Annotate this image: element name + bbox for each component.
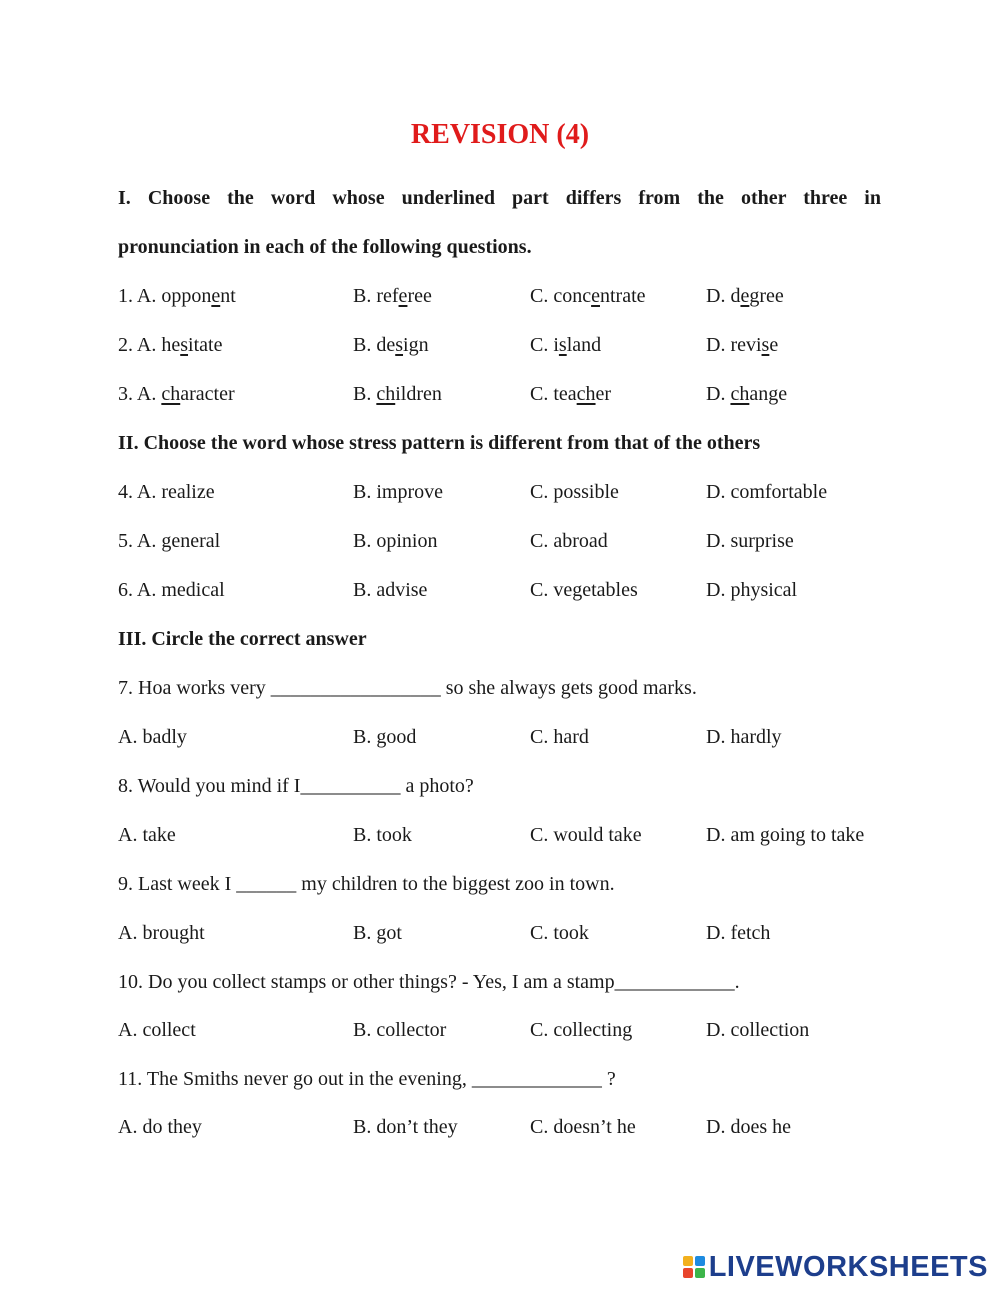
q10-option-c[interactable]: C. collecting (530, 1019, 633, 1041)
logo-square-4 (695, 1268, 705, 1278)
q3-b-pre: B. (353, 383, 377, 405)
section-3-heading: III. Circle the correct answer (118, 628, 367, 650)
q5-option-c[interactable]: C. abroad (530, 530, 608, 552)
q11-option-a[interactable]: A. do they (118, 1116, 202, 1138)
q3-d-post: ange (749, 383, 788, 405)
q1-b-underlined: e (398, 285, 408, 307)
logo-square-3 (683, 1268, 693, 1278)
q6-option-c[interactable]: C. vegetables (530, 579, 638, 601)
q3-d-pre: D. (706, 383, 731, 405)
section-1-heading-line2: pronunciation in each of the following questions. (118, 236, 532, 258)
q7-option-d[interactable]: D. hardly (706, 726, 782, 748)
logo-text: LIVEWORKSHEETS (708, 1251, 988, 1283)
q9-option-d[interactable]: D. fetch (706, 922, 771, 944)
q9-option-b[interactable]: B. got (353, 922, 402, 944)
q1-d-underlined: e (740, 285, 750, 307)
q6-option-b[interactable]: B. advise (353, 579, 428, 601)
q2-b-post: ign (403, 334, 429, 356)
q1-option-d[interactable] (706, 283, 784, 309)
q1-option-a[interactable] (118, 283, 236, 309)
q10-option-a[interactable]: A. collect (118, 1019, 196, 1041)
q3-b-underlined: ch (376, 383, 396, 405)
q2-d-post: e (769, 334, 779, 356)
q3-c-pre: C. tea (530, 383, 577, 405)
q1-a-pre: 1. A. oppon (118, 285, 212, 307)
q4-option-d[interactable]: D. comfortable (706, 481, 828, 503)
q9-option-c[interactable]: C. took (530, 922, 589, 944)
q8-option-d[interactable]: D. am going to take (706, 824, 865, 846)
q2-c-pre: C. i (530, 334, 559, 356)
q3-option-a[interactable] (118, 381, 235, 407)
q3-d-underlined: ch (730, 383, 750, 405)
q11-option-d[interactable]: D. does he (706, 1116, 791, 1138)
logo-mark-icon (683, 1256, 705, 1278)
q5-option-d[interactable]: D. surprise (706, 530, 794, 552)
q2-c-post: land (566, 334, 602, 356)
q1-b-pre: B. ref (353, 285, 399, 307)
q5-option-b[interactable]: B. opinion (353, 530, 438, 552)
q9-option-a[interactable]: A. brought (118, 922, 205, 944)
q8-option-c[interactable]: C. would take (530, 824, 642, 846)
logo-square-2 (695, 1256, 705, 1266)
q3-option-d[interactable] (706, 381, 787, 407)
q7-stem: 7. Hoa works very _________________ so she always gets good marks. (118, 677, 697, 699)
q1-option-b[interactable] (353, 283, 432, 309)
q3-a-underlined: ch (161, 383, 181, 405)
q8-option-b[interactable]: B. took (353, 824, 412, 846)
q3-c-post: er (595, 383, 612, 405)
q3-b-post: ildren (395, 383, 442, 405)
q10-stem: 10. Do you collect stamps or other things? - Yes, I am a stamp____________. (118, 971, 740, 993)
liveworksheets-logo[interactable] (683, 1252, 988, 1282)
q3-a-pre: 3. A. (118, 383, 162, 405)
q1-c-pre: C. conc (530, 285, 592, 307)
q2-d-pre: D. revi (706, 334, 762, 356)
q10-option-b[interactable]: B. collector (353, 1019, 447, 1041)
q6-option-d[interactable]: D. physical (706, 579, 798, 601)
q7-option-a[interactable]: A. badly (118, 726, 187, 748)
q3-option-c[interactable] (530, 381, 611, 407)
q10-option-d[interactable]: D. collection (706, 1019, 810, 1041)
q1-c-post: ntrate (599, 285, 646, 307)
q5-option-a[interactable]: 5. A. general (118, 530, 221, 552)
q4-option-a[interactable]: 4. A. realize (118, 481, 215, 503)
q2-c-underlined: s (558, 334, 567, 356)
q1-d-pre: D. d (706, 285, 741, 307)
q11-option-c[interactable]: C. doesn’t he (530, 1116, 636, 1138)
q11-option-b[interactable]: B. don’t they (353, 1116, 458, 1138)
q2-a-post: itate (188, 334, 223, 356)
q9-stem: 9. Last week I ______ my children to the biggest zoo in town. (118, 873, 615, 895)
q2-option-d[interactable] (706, 332, 778, 358)
q4-option-c[interactable]: C. possible (530, 481, 619, 503)
q4-option-b[interactable]: B. improve (353, 481, 443, 503)
q2-a-underlined: s (180, 334, 189, 356)
q2-b-underlined: s (395, 334, 404, 356)
q2-option-a[interactable] (118, 332, 222, 358)
q7-option-b[interactable]: B. good (353, 726, 417, 748)
q6-option-a[interactable]: 6. A. medical (118, 579, 225, 601)
q3-c-underlined: ch (576, 383, 596, 405)
q7-option-c[interactable]: C. hard (530, 726, 589, 748)
q2-b-pre: B. de (353, 334, 396, 356)
q2-a-pre: 2. A. he (118, 334, 181, 356)
section-2-heading: II. Choose the word whose stress pattern is different from that of the others (118, 432, 761, 454)
q3-a-post: aracter (180, 383, 235, 405)
q1-b-post: ree (407, 285, 432, 307)
q8-option-a[interactable]: A. take (118, 824, 176, 846)
logo-square-1 (683, 1256, 693, 1266)
q1-d-post: gree (749, 285, 784, 307)
q2-option-b[interactable] (353, 332, 429, 358)
q3-option-b[interactable] (353, 381, 442, 407)
q1-a-underlined: e (211, 285, 221, 307)
q1-a-post: nt (220, 285, 236, 307)
q2-d-underlined: s (761, 334, 770, 356)
q1-option-c[interactable] (530, 283, 646, 309)
page-title: REVISION (4) (410, 119, 590, 150)
section-1-heading-line1: I. Choose the word whose underlined part differs from the other three in (118, 187, 881, 209)
q8-stem: 8. Would you mind if I__________ a photo? (118, 775, 474, 797)
q11-stem: 11. The Smiths never go out in the evening, _____________ ? (118, 1068, 616, 1090)
q1-c-underlined: e (591, 285, 600, 307)
q2-option-c[interactable] (530, 332, 601, 358)
